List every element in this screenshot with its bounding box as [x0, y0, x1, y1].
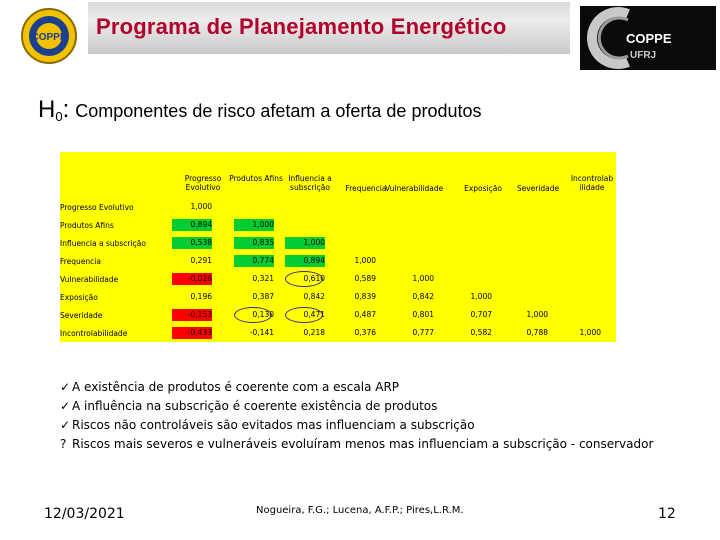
- column-header: Produtos Afins: [229, 174, 283, 183]
- matrix-cell: 0,471: [303, 310, 325, 319]
- check-icon: ✓: [60, 380, 71, 394]
- footer-date: 12/03/2021: [44, 506, 125, 522]
- matrix-cell: 0,130: [252, 310, 274, 319]
- matrix-cell: 1,000: [412, 274, 434, 283]
- matrix-cell: 0,610: [303, 274, 325, 283]
- column-header: Incontrolab ilidade: [570, 174, 614, 192]
- heading-text: Componentes de risco afetam a oferta de produtos: [75, 101, 482, 121]
- matrix-cell: 0,707: [470, 310, 492, 319]
- conclusion-item: [60, 397, 653, 416]
- column-header: Influencia a subscrição: [288, 174, 332, 192]
- conclusion-item: [60, 378, 653, 397]
- matrix-cell: 0,582: [470, 328, 492, 337]
- logo-right-top: COPPE: [626, 31, 672, 46]
- matrix-cell: 1,000: [579, 328, 601, 337]
- coppe-ufrj-logo: [580, 6, 716, 70]
- highlight-circle: [285, 271, 323, 287]
- conclusion-item: [60, 416, 653, 435]
- matrix-cell: 0,777: [412, 328, 434, 337]
- header-banner: [0, 0, 720, 78]
- matrix-cell: 0,321: [252, 274, 274, 283]
- column-header: Frequencia: [345, 184, 387, 193]
- row-label: Influencia a subscrição: [60, 239, 146, 248]
- logo-right-bottom: UFRJ: [630, 50, 657, 61]
- page-title: Programa de Planejamento Energético: [96, 14, 507, 39]
- matrix-cell: 0,801: [412, 310, 434, 319]
- row-label: Frequencia: [60, 257, 101, 266]
- matrix-cell: 1,000: [285, 237, 325, 249]
- column-header: Exposição: [464, 184, 502, 193]
- conclusion-item: [60, 435, 653, 454]
- highlight-circle: [285, 307, 323, 323]
- row-label: Progresso Evolutivo: [60, 203, 134, 212]
- coppe-logo-left: [14, 4, 84, 68]
- matrix-cell: 0,387: [252, 292, 274, 301]
- column-header: Severidade: [516, 184, 560, 193]
- matrix-cell: 1,000: [354, 256, 376, 265]
- matrix-cell: 0,894: [285, 255, 325, 267]
- row-label: Severidade: [60, 311, 103, 320]
- matrix-cell: 0,839: [354, 292, 376, 301]
- row-label: Incontrolabilidade: [60, 329, 128, 338]
- page-number: 12: [658, 506, 676, 522]
- matrix-cell: 0,376: [354, 328, 376, 337]
- footer-authors: Nogueira, F.G.; Lucena, A.F.P.; Pires,L.R.M.: [256, 505, 464, 516]
- matrix-cell: 0,774: [234, 255, 274, 267]
- logo-left-text: COPPE: [31, 32, 67, 43]
- conclusion-text: Riscos mais severos e vulneráveis evoluíram menos mas influenciam a subscrição - conservador: [72, 437, 654, 451]
- highlight-circle: [234, 307, 272, 323]
- matrix-cell: 0,487: [354, 310, 376, 319]
- conclusion-text: A existência de produtos é coerente com a escala ARP: [72, 380, 400, 394]
- slide-heading: [38, 96, 482, 124]
- matrix-cell: 0,196: [190, 292, 212, 301]
- matrix-cell: -0,141: [249, 328, 274, 337]
- row-label: Vulnerabilidade: [60, 275, 119, 284]
- matrix-cell: 0,788: [526, 328, 548, 337]
- column-header: Vulnerabilidade: [385, 184, 444, 193]
- matrix-cell: 1,000: [526, 310, 548, 319]
- matrix-cell: 0,538: [172, 237, 212, 249]
- matrix-cell: 0,894: [172, 219, 212, 231]
- row-label: Exposição: [60, 293, 98, 302]
- row-label: Produtos Afins: [60, 221, 114, 230]
- matrix-cell: 1,000: [470, 292, 492, 301]
- matrix-cell: 0,291: [190, 256, 212, 265]
- matrix-cell: 0,835: [234, 237, 274, 249]
- matrix-cell: 1,000: [234, 219, 274, 231]
- column-header: Progresso Evolutivo: [184, 174, 222, 192]
- heading-h: H: [38, 96, 56, 123]
- matrix-cell: -0,433: [172, 327, 212, 339]
- conclusions-list: [60, 378, 653, 454]
- matrix-cell: 0,218: [303, 328, 325, 337]
- correlation-matrix: [60, 152, 616, 342]
- matrix-cell: 0,842: [303, 292, 325, 301]
- matrix-cell: -0,153: [172, 309, 212, 321]
- check-icon: ✓: [60, 399, 71, 413]
- heading-colon: :: [62, 96, 70, 123]
- conclusion-text: A influência na subscrição é coerente existência de produtos: [72, 399, 438, 413]
- check-icon: ✓: [60, 418, 71, 432]
- question-icon: ?: [60, 437, 67, 451]
- heading-subscript: 0: [55, 109, 63, 124]
- matrix-cell: 0,589: [354, 274, 376, 283]
- matrix-cell: -0,026: [172, 273, 212, 285]
- matrix-cell: 1,000: [190, 202, 212, 211]
- conclusion-text: Riscos não controláveis são evitados mas influenciam a subscrição: [72, 418, 475, 432]
- matrix-cell: 0,842: [412, 292, 434, 301]
